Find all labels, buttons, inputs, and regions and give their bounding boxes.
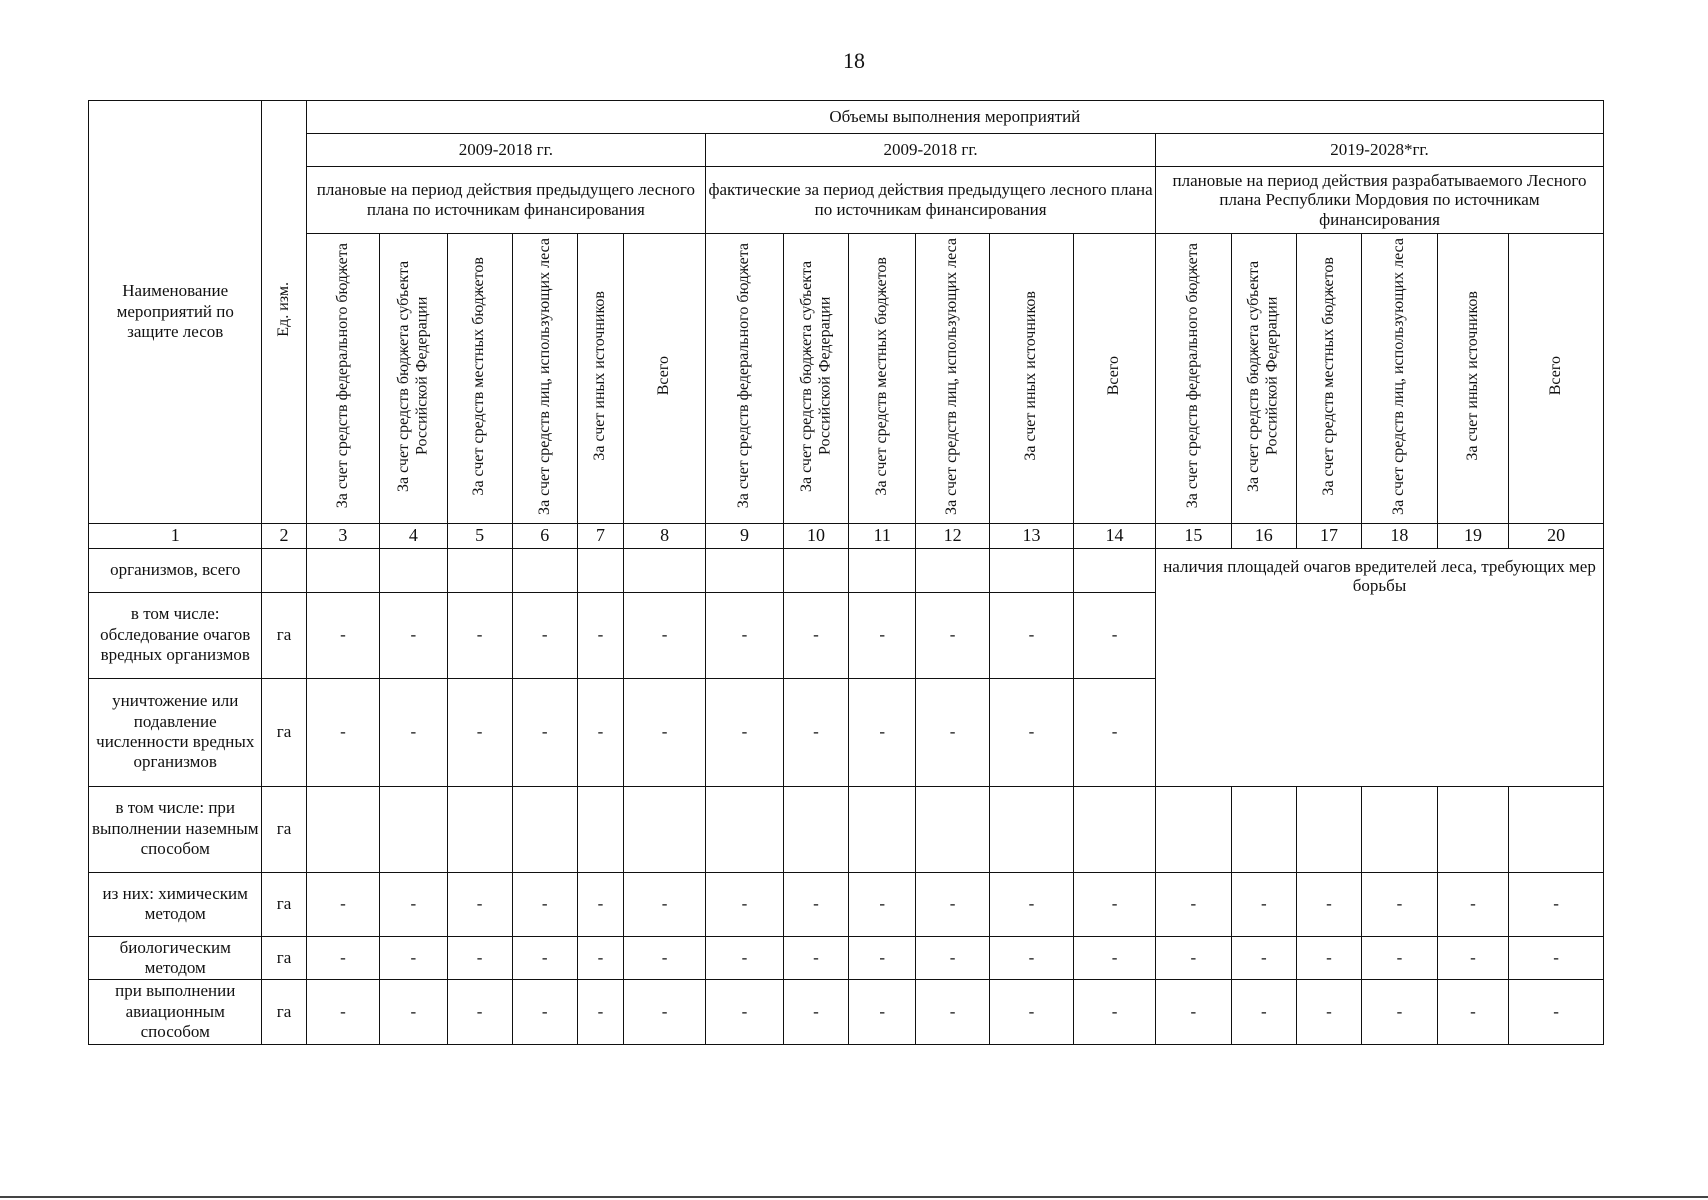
value-cell: -: [783, 678, 848, 786]
forest-protection-table: [88, 100, 1604, 1045]
header-period-desc-1: плановые на период действия предыдущего лесного плана по источникам финансирования: [306, 167, 705, 234]
value-cell: -: [624, 678, 706, 786]
value-cell: -: [1156, 936, 1232, 980]
table-row: [89, 786, 1604, 872]
value-cell: -: [306, 872, 380, 936]
value-cell: -: [1362, 980, 1438, 1044]
header-period-desc-3: плановые на период действия разрабатываемого Лесного плана Республики Мордовия по источникам финансирования: [1156, 167, 1604, 234]
value-cell: [1156, 786, 1232, 872]
subheader-1-1: За счет средств федерального бюджета: [306, 234, 380, 524]
value-cell: -: [916, 872, 990, 936]
value-cell: -: [577, 678, 623, 786]
value-cell: [916, 548, 990, 592]
value-cell: -: [447, 872, 512, 936]
value-cell: -: [1437, 980, 1508, 1044]
value-cell: -: [916, 936, 990, 980]
row-unit: га: [262, 936, 306, 980]
column-number: 20: [1509, 523, 1604, 548]
row-name: в том числе: обследование очагов вредных организмов: [89, 592, 262, 678]
value-cell: [916, 786, 990, 872]
value-cell: -: [306, 592, 380, 678]
value-cell: [380, 786, 447, 872]
value-cell: [1074, 548, 1156, 592]
value-cell: -: [1509, 872, 1604, 936]
value-cell: -: [380, 980, 447, 1044]
value-cell: [1296, 786, 1361, 872]
value-cell: -: [1074, 872, 1156, 936]
header-period-desc-2: фактические за период действия предыдущего лесного плана по источникам финансирования: [706, 167, 1156, 234]
column-number: 2: [262, 523, 306, 548]
value-cell: [577, 786, 623, 872]
value-cell: [989, 548, 1073, 592]
column-number: 16: [1231, 523, 1296, 548]
table-row: [89, 980, 1604, 1044]
value-cell: [306, 548, 380, 592]
value-cell: -: [1362, 936, 1438, 980]
subheader-2-2: За счет средств бюджета субъекта Российской Федерации: [783, 234, 848, 524]
column-number: 6: [512, 523, 577, 548]
value-cell: -: [306, 980, 380, 1044]
value-cell: -: [624, 936, 706, 980]
value-cell: -: [1074, 980, 1156, 1044]
note-cell: наличия площадей очагов вредителей леса, требующих мер борьбы: [1156, 548, 1604, 786]
column-number: 10: [783, 523, 848, 548]
value-cell: -: [989, 592, 1073, 678]
row-name: при выполнении авиационным способом: [89, 980, 262, 1044]
subheader-3-5: За счет иных источников: [1437, 234, 1508, 524]
value-cell: -: [447, 592, 512, 678]
row-unit: га: [262, 980, 306, 1044]
value-cell: [447, 786, 512, 872]
value-cell: [624, 548, 706, 592]
subheader-1-3: За счет средств местных бюджетов: [447, 234, 512, 524]
value-cell: -: [577, 872, 623, 936]
row-unit: га: [262, 592, 306, 678]
value-cell: -: [512, 936, 577, 980]
value-cell: [783, 786, 848, 872]
value-cell: -: [1074, 678, 1156, 786]
value-cell: -: [624, 592, 706, 678]
value-cell: -: [306, 936, 380, 980]
row-unit: га: [262, 872, 306, 936]
column-number: 19: [1437, 523, 1508, 548]
column-number: 14: [1074, 523, 1156, 548]
value-cell: -: [916, 980, 990, 1044]
column-number: 4: [380, 523, 447, 548]
value-cell: -: [306, 678, 380, 786]
value-cell: [380, 548, 447, 592]
value-cell: [989, 786, 1073, 872]
subheader-2-3: За счет средств местных бюджетов: [849, 234, 916, 524]
subheader-2-5: За счет иных источников: [989, 234, 1073, 524]
value-cell: -: [706, 678, 784, 786]
header-period-1: 2009-2018 гг.: [306, 134, 705, 167]
value-cell: -: [849, 980, 916, 1044]
value-cell: -: [849, 592, 916, 678]
table-row: [89, 548, 1604, 592]
value-cell: -: [706, 592, 784, 678]
subheader-3-2: За счет средств бюджета субъекта Российской Федерации: [1231, 234, 1296, 524]
subheader-1-4: За счет средств лиц, использующих леса: [512, 234, 577, 524]
value-cell: [1074, 786, 1156, 872]
value-cell: -: [624, 872, 706, 936]
value-cell: [306, 786, 380, 872]
value-cell: -: [783, 592, 848, 678]
value-cell: -: [512, 678, 577, 786]
header-volumes: Объемы выполнения мероприятий: [306, 101, 1603, 134]
value-cell: -: [577, 980, 623, 1044]
value-cell: -: [989, 678, 1073, 786]
subheader-2-4: За счет средств лиц, использующих леса: [916, 234, 990, 524]
value-cell: -: [1156, 872, 1232, 936]
value-cell: -: [624, 980, 706, 1044]
value-cell: -: [916, 678, 990, 786]
column-number: 5: [447, 523, 512, 548]
value-cell: [1362, 786, 1438, 872]
value-cell: -: [1437, 872, 1508, 936]
column-number: 18: [1362, 523, 1438, 548]
subheader-3-1: За счет средств федерального бюджета: [1156, 234, 1232, 524]
value-cell: -: [1362, 872, 1438, 936]
subheader-2-6: Всего: [1074, 234, 1156, 524]
subheader-1-6: Всего: [624, 234, 706, 524]
value-cell: -: [1074, 592, 1156, 678]
value-cell: -: [512, 872, 577, 936]
value-cell: -: [849, 936, 916, 980]
value-cell: -: [783, 936, 848, 980]
subheader-3-6: Всего: [1509, 234, 1604, 524]
header-period-3: 2019-2028*гг.: [1156, 134, 1604, 167]
subheader-3-4: За счет средств лиц, использующих леса: [1362, 234, 1438, 524]
table-row: [89, 872, 1604, 936]
value-cell: -: [380, 592, 447, 678]
value-cell: -: [989, 872, 1073, 936]
page-number: 18: [843, 48, 865, 73]
column-number: 15: [1156, 523, 1232, 548]
row-unit: [262, 548, 306, 592]
value-cell: [512, 786, 577, 872]
value-cell: -: [1509, 980, 1604, 1044]
row-name: уничтожение или подавление численности вредных организмов: [89, 678, 262, 786]
value-cell: [447, 548, 512, 592]
value-cell: [512, 548, 577, 592]
value-cell: [624, 786, 706, 872]
value-cell: [849, 786, 916, 872]
value-cell: -: [1296, 980, 1361, 1044]
value-cell: [1437, 786, 1508, 872]
value-cell: -: [447, 678, 512, 786]
column-number: 11: [849, 523, 916, 548]
column-number: 17: [1296, 523, 1361, 548]
value-cell: -: [447, 980, 512, 1044]
value-cell: -: [447, 936, 512, 980]
header-unit-column: Ед. изм.: [262, 101, 306, 524]
value-cell: -: [783, 980, 848, 1044]
value-cell: [1231, 786, 1296, 872]
value-cell: -: [577, 936, 623, 980]
value-cell: -: [706, 980, 784, 1044]
value-cell: -: [380, 678, 447, 786]
value-cell: -: [512, 592, 577, 678]
scan-edge-line: [0, 1196, 1708, 1198]
value-cell: -: [849, 872, 916, 936]
subheader-2-1: За счет средств федерального бюджета: [706, 234, 784, 524]
row-name: организмов, всего: [89, 548, 262, 592]
value-cell: -: [783, 872, 848, 936]
value-cell: -: [1074, 936, 1156, 980]
column-number: 9: [706, 523, 784, 548]
value-cell: -: [849, 678, 916, 786]
value-cell: [1509, 786, 1604, 872]
value-cell: [783, 548, 848, 592]
value-cell: -: [380, 872, 447, 936]
value-cell: -: [577, 592, 623, 678]
value-cell: -: [706, 872, 784, 936]
value-cell: -: [989, 980, 1073, 1044]
subheader-3-3: За счет средств местных бюджетов: [1296, 234, 1361, 524]
value-cell: [706, 786, 784, 872]
column-number: 8: [624, 523, 706, 548]
value-cell: -: [1296, 872, 1361, 936]
value-cell: -: [380, 936, 447, 980]
value-cell: -: [916, 592, 990, 678]
column-number: 13: [989, 523, 1073, 548]
column-number: 7: [577, 523, 623, 548]
row-name: из них: химическим методом: [89, 872, 262, 936]
value-cell: -: [1156, 980, 1232, 1044]
column-number: 1: [89, 523, 262, 548]
value-cell: [706, 548, 784, 592]
value-cell: [577, 548, 623, 592]
subheader-1-5: За счет иных источников: [577, 234, 623, 524]
column-number: 12: [916, 523, 990, 548]
row-unit: га: [262, 678, 306, 786]
column-number: 3: [306, 523, 380, 548]
subheader-1-2: За счет средств бюджета субъекта Российской Федерации: [380, 234, 447, 524]
value-cell: -: [1296, 936, 1361, 980]
value-cell: [849, 548, 916, 592]
value-cell: -: [512, 980, 577, 1044]
header-name-column: Наименование мероприятий по защите лесов: [89, 101, 262, 524]
value-cell: -: [1231, 936, 1296, 980]
value-cell: -: [1231, 872, 1296, 936]
row-name: в том числе: при выполнении наземным способом: [89, 786, 262, 872]
value-cell: -: [1231, 980, 1296, 1044]
value-cell: -: [1509, 936, 1604, 980]
value-cell: -: [706, 936, 784, 980]
row-unit: га: [262, 786, 306, 872]
row-name: биологическим методом: [89, 936, 262, 980]
table-row: [89, 936, 1604, 980]
header-period-2: 2009-2018 гг.: [706, 134, 1156, 167]
value-cell: -: [989, 936, 1073, 980]
value-cell: -: [1437, 936, 1508, 980]
